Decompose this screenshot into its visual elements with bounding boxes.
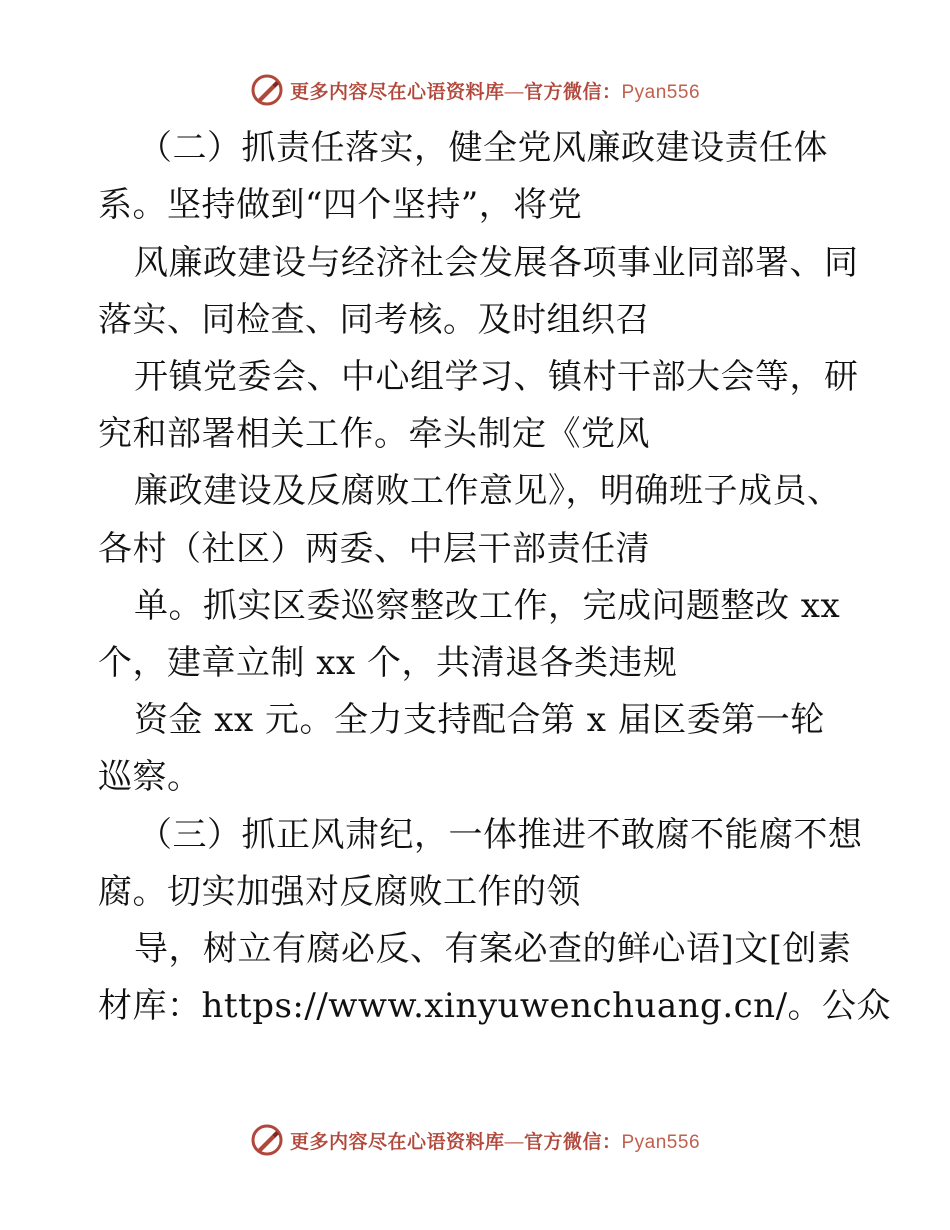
body-line: （三）抓正风肃纪，一体推进不敢腐不能腐不想 [138, 815, 863, 855]
header-wechat-id: Pyan556 [621, 81, 701, 103]
footer-wechat-id: Pyan556 [621, 1131, 701, 1153]
pen-logo-icon [250, 1123, 284, 1157]
body-line: 廉政建设及反腐败工作意见》，明确班子成员、 [134, 471, 842, 511]
body-line: 落实、同检查、同考核。及时组织召 [98, 300, 650, 340]
body-line: 究和部署相关工作。牵头制定《党风 [98, 414, 650, 454]
footer-watermark-text [290, 1127, 700, 1154]
body-line: 资金 xx 元。全力支持配合第 x 届区委第一轮 [134, 700, 825, 740]
footer-dash: — [504, 1131, 524, 1153]
body-line: （二）抓责任落实，健全党风廉政建设责任体 [138, 128, 828, 168]
body-line: 开镇党委会、中心组学习、镇村干部大会等，研 [134, 357, 859, 397]
body-line: 各村（社区）两委、中层干部责任清 [98, 529, 650, 569]
header-dash: — [504, 81, 524, 103]
body-line: 巡察。 [98, 757, 202, 797]
footer-wechat-label: 官方微信： [523, 1130, 622, 1153]
footer-brand-text: 更多内容尽在心语资料库 [289, 1130, 505, 1153]
body-line: 腐。切实加强对反腐败工作的领 [98, 872, 581, 912]
body-line: 个，建章立制 xx 个，共清退各类违规 [98, 643, 678, 683]
body-line: 单。抓实区委巡察整改工作，完成问题整改 xx [134, 586, 841, 626]
header-wechat-label: 官方微信： [523, 80, 622, 103]
body-line: 导，树立有腐必反、有案必查的鲜心语]文[创素 [134, 929, 852, 969]
body-line: 风廉政建设与经济社会发展各项事业同部署、同 [134, 243, 859, 283]
footer-watermark-banner [0, 1120, 950, 1160]
body-line: 材库：https://www.xinyuwenchuang.cn/。公众 [98, 986, 892, 1026]
body-line: 系。坚持做到“四个坚持”，将党 [98, 185, 583, 225]
header-brand-text: 更多内容尽在心语资料库 [289, 80, 505, 103]
